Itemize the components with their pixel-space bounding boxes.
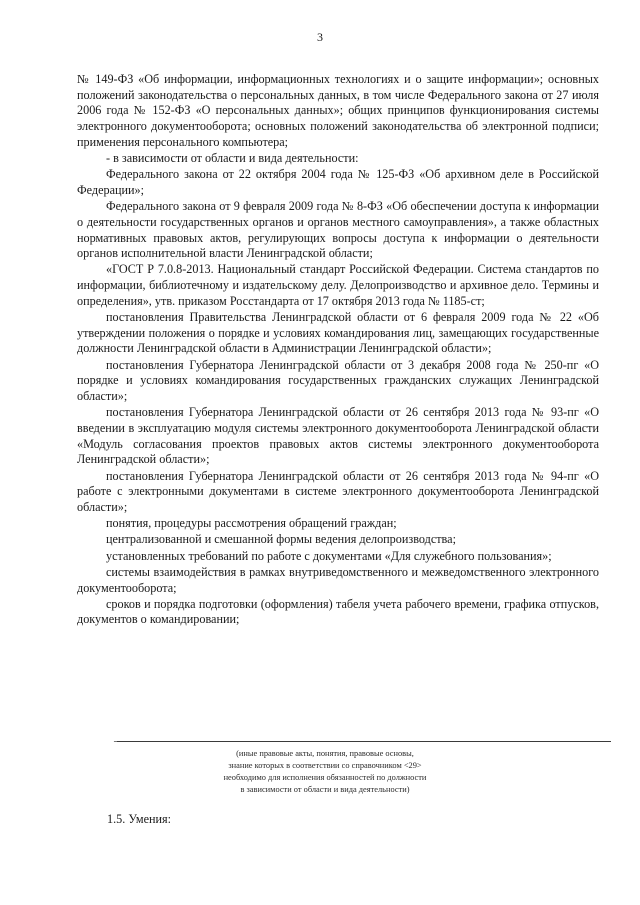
body-paragraph: установленных требований по работе с документами «Для служебного пользования»; — [106, 548, 552, 563]
body-paragraph: Федерального закона от 9 февраля 2009 года № 8-ФЗ «Об обеспечении доступа к информации о деятельности государственных органов и органов местного самоуправления», а также областных нормативных правовых актов, регулирующих вопросы доступа к информации о деятельности органов исполнительной власти Ленинградской области; — [77, 199, 599, 261]
document-body — [77, 72, 599, 628]
body-paragraph: постановления Губернатора Ленинградской области от 26 сентября 2013 года № 94-пг «О работе с электронными документами в системе электронного документооборота Ленинградской области»; — [77, 468, 599, 514]
body-paragraph: Федерального закона от 22 октября 2004 года № 125-ФЗ «Об архивном деле в Российской Федерации»; — [77, 167, 599, 197]
body-paragraph: централизованной и смешанной формы ведения делопроизводства; — [106, 532, 456, 547]
footnote-line: знание которых в соответствии со справочником <29> — [228, 761, 422, 770]
body-paragraph: системы взаимодействия в рамках внутриведомственного и межведомственного электронного документооборота; — [77, 564, 599, 595]
body-paragraph: сроков и порядка подготовки (оформления) табеля учета рабочего времени, графика отпусков, документов о командировании; — [77, 596, 599, 627]
footnote-dash: — — [114, 733, 126, 747]
body-paragraph: постановления Губернатора Ленинградской области от 3 декабря 2008 года № 250-пг «О порядке и условиях командирования государственных гражданских служащих Ленинградской области»; — [77, 357, 599, 404]
body-paragraph: № 149-ФЗ «Об информации, информационных технологиях и о защите информации»; основных положений законодательства о персональных данных, в том числе Федерального закона от 27 июля 2006 года № 152-ФЗ «О персональных данных»; общих принципов функционирования системы электронного документооборота; основных положений законодательства об электронной подписи; применения персонального компьютера; — [77, 72, 599, 149]
body-paragraph: понятия, процедуры рассмотрения обращений граждан; — [106, 516, 397, 531]
section-heading-skills: 1.5. Умения: — [107, 812, 172, 826]
body-paragraph: постановления Правительства Ленинградской области от 6 февраля 2009 года № 22 «Об утверждении положения о порядке и условиях командирования лиц, замещающих государственные должности Ленинградской области в Администрации Ленинградской области»; — [77, 310, 599, 356]
body-paragraph: - в зависимости от области и вида деятельности: — [106, 151, 359, 166]
footnote-line: (иные правовые акты, понятия, правовые основы, — [236, 749, 414, 758]
body-paragraph: постановления Губернатора Ленинградской области от 26 сентября 2013 года № 93-пг «О введении в эксплуатацию модуля системы электронного документооборота Ленинградской области «Модуль согласования проектов правовых актов системы электронного документооборота Ленинградской области»; — [77, 405, 599, 467]
page-number: 3 — [317, 30, 323, 44]
body-paragraph: «ГОСТ Р 7.0.8-2013. Национальный стандарт Российской Федерации. Система стандартов по информации, библиотечному и издательскому делу. Делопроизводство и архивное дело. Термины и определения», утв. приказом Росстандарта от 17 октября 2013 года № 1185-ст; — [77, 262, 599, 308]
footnote-rule — [117, 741, 611, 742]
footnote-line: в зависимости от области и вида деятельности) — [240, 785, 410, 794]
footnote-text — [205, 748, 445, 796]
footnote-line: необходимо для исполнения обязанностей по должности — [223, 773, 427, 782]
